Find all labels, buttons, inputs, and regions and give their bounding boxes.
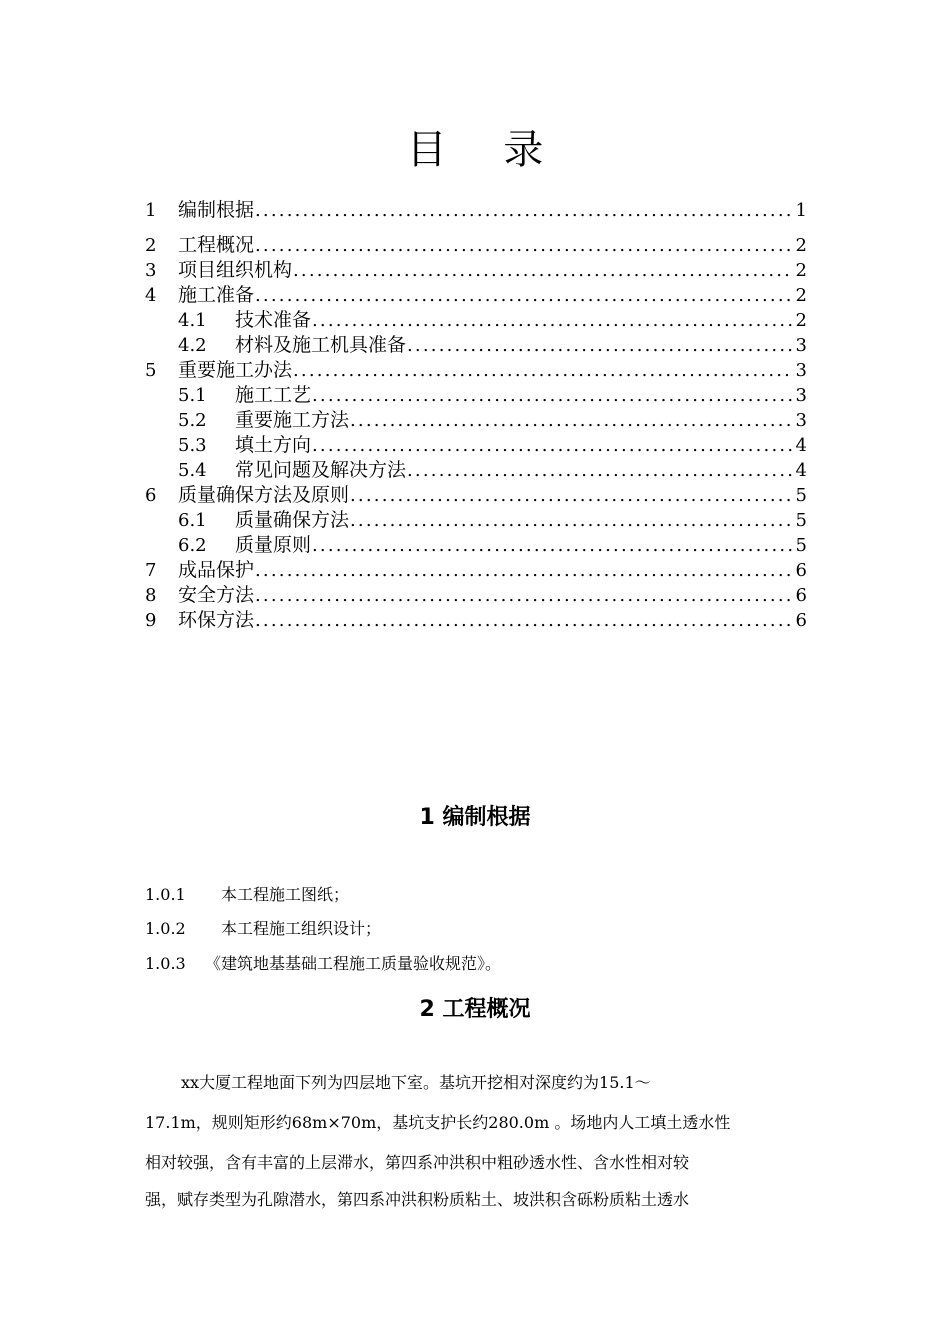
toc-entry-label: 重要施工办法 xyxy=(178,359,293,381)
toc-subentry[interactable] xyxy=(178,433,807,458)
toc-entry[interactable] xyxy=(145,483,807,508)
basis-item-number: 1.0.2 xyxy=(145,919,186,938)
toc-entry-page: 2 xyxy=(795,235,807,256)
toc-entry-number: 6.2 xyxy=(178,535,207,556)
toc-subentry[interactable] xyxy=(178,383,807,408)
toc-leader-dots xyxy=(350,508,794,533)
toc-leader-dots xyxy=(350,408,794,433)
toc-leader-dots xyxy=(255,558,794,583)
section-heading-2: 2 工程概况 xyxy=(419,997,531,1022)
toc-entry-number: 5 xyxy=(145,360,157,381)
toc-entry-label: 施工工艺 xyxy=(235,384,312,406)
toc-entry-page: 4 xyxy=(795,435,807,456)
toc-leader-dots xyxy=(293,358,794,383)
toc-leader-dots xyxy=(350,483,794,508)
toc-entry-page: 2 xyxy=(795,285,807,306)
toc-entry-label: 施工准备 xyxy=(178,284,255,306)
toc-entry-page: 5 xyxy=(795,535,807,556)
basis-item-number: 1.0.1 xyxy=(145,885,186,904)
paragraph-line: 相对较强，含有丰富的上层滞水，第四系冲洪积中粗砂透水性、含水性相对较 xyxy=(145,1153,690,1172)
toc-leader-dots xyxy=(255,583,794,608)
toc-entry-number: 3 xyxy=(145,260,157,281)
toc-entry-page: 4 xyxy=(795,460,807,481)
toc-entry-page: 3 xyxy=(795,385,807,406)
toc-entry[interactable] xyxy=(145,558,807,583)
toc-subentry[interactable] xyxy=(178,508,807,533)
toc-entry-label: 填土方向 xyxy=(235,434,312,456)
toc-entry-label: 常见问题及解决方法 xyxy=(235,459,407,481)
toc-leader-dots xyxy=(407,333,794,358)
toc-entry-number: 9 xyxy=(145,610,157,631)
basis-item-text: 本工程施工组织设计； xyxy=(221,919,382,938)
toc-entry-number: 1 xyxy=(145,200,157,221)
toc-entry-label: 质量原则 xyxy=(235,534,312,556)
paragraph-line: 强，赋存类型为孔隙潜水，第四系冲洪积粉质粘土、坡洪积含砾粉质粘土透水 xyxy=(145,1190,690,1209)
basis-item xyxy=(145,918,381,940)
toc-entry-page: 3 xyxy=(795,410,807,431)
toc-entry-number: 5.2 xyxy=(178,410,207,431)
toc-entry-number: 5.4 xyxy=(178,460,207,481)
toc-entry[interactable] xyxy=(145,283,807,308)
toc-entry-number: 5.3 xyxy=(178,435,207,456)
toc-entry[interactable] xyxy=(145,233,807,258)
toc-entry-page: 2 xyxy=(795,260,807,281)
toc-entry-number: 6.1 xyxy=(178,510,207,531)
toc-subentry[interactable] xyxy=(178,533,807,558)
toc-entry[interactable] xyxy=(145,583,807,608)
paragraph-line: 17.1m，规则矩形约68m×70m，基坑支护长约280.0m 。场地内人工填土透水性 xyxy=(145,1113,731,1132)
toc-subentry[interactable] xyxy=(178,308,807,333)
basis-item xyxy=(145,953,501,975)
toc-entry-label: 项目组织机构 xyxy=(178,259,293,281)
toc-leader-dots xyxy=(255,608,794,633)
toc-entry-label: 技术准备 xyxy=(235,309,312,331)
toc-leader-dots xyxy=(312,533,794,558)
toc-leader-dots xyxy=(407,458,794,483)
toc-entry-page: 6 xyxy=(795,585,807,606)
paragraph-line: xx大厦工程地面下列为四层地下室。基坑开挖相对深度约为15.1～ xyxy=(181,1073,651,1092)
toc-leader-dots xyxy=(255,233,794,258)
toc-entry-label: 材料及施工机具准备 xyxy=(235,334,407,356)
toc-entry-number: 4.1 xyxy=(178,310,207,331)
toc-entry[interactable] xyxy=(145,608,807,633)
toc-entry[interactable] xyxy=(145,358,807,383)
toc-leader-dots xyxy=(293,258,794,283)
toc-entry-label: 质量确保方法及原则 xyxy=(178,484,350,506)
toc-subentry[interactable] xyxy=(178,333,807,358)
toc-entry[interactable] xyxy=(145,198,807,223)
toc-leader-dots xyxy=(312,308,794,333)
toc-entry-page: 3 xyxy=(795,360,807,381)
toc-entry-page: 3 xyxy=(795,335,807,356)
toc-leader-dots xyxy=(255,198,794,223)
toc-entry-number: 4 xyxy=(145,285,157,306)
toc-entry-label: 质量确保方法 xyxy=(235,509,350,531)
toc-entry-number: 2 xyxy=(145,235,157,256)
basis-item-number: 1.0.3 xyxy=(145,954,186,973)
basis-item-text: 《建筑地基基础工程施工质量验收规范》。 xyxy=(205,954,502,973)
toc-leader-dots xyxy=(312,433,794,458)
basis-item xyxy=(145,884,349,906)
toc-entry-label: 编制根据 xyxy=(178,199,255,221)
toc-entry-page: 6 xyxy=(795,610,807,631)
toc-entry-page: 2 xyxy=(795,310,807,331)
toc-entry-page: 5 xyxy=(795,510,807,531)
toc-entry-number: 4.2 xyxy=(178,335,207,356)
toc-title: 目 录 xyxy=(406,127,566,173)
toc-entry-number: 6 xyxy=(145,485,157,506)
section-heading-1: 1 编制根据 xyxy=(419,805,531,830)
toc-entry-number: 7 xyxy=(145,560,157,581)
toc-subentry[interactable] xyxy=(178,458,807,483)
toc-entry-page: 5 xyxy=(795,485,807,506)
toc-entry-page: 6 xyxy=(795,560,807,581)
toc-entry-number: 8 xyxy=(145,585,157,606)
toc-entry-label: 成品保护 xyxy=(178,559,255,581)
toc-entry-number: 5.1 xyxy=(178,385,207,406)
toc-entry-label: 环保方法 xyxy=(178,609,255,631)
toc-leader-dots xyxy=(255,283,794,308)
toc-subentry[interactable] xyxy=(178,408,807,433)
toc-entry-label: 安全方法 xyxy=(178,584,255,606)
toc-entry[interactable] xyxy=(145,258,807,283)
toc-leader-dots xyxy=(312,383,794,408)
toc-entry-page: 1 xyxy=(795,200,807,221)
toc-entry-label: 重要施工方法 xyxy=(235,409,350,431)
toc-entry-label: 工程概况 xyxy=(178,234,255,256)
basis-item-text: 本工程施工图纸； xyxy=(221,885,350,904)
